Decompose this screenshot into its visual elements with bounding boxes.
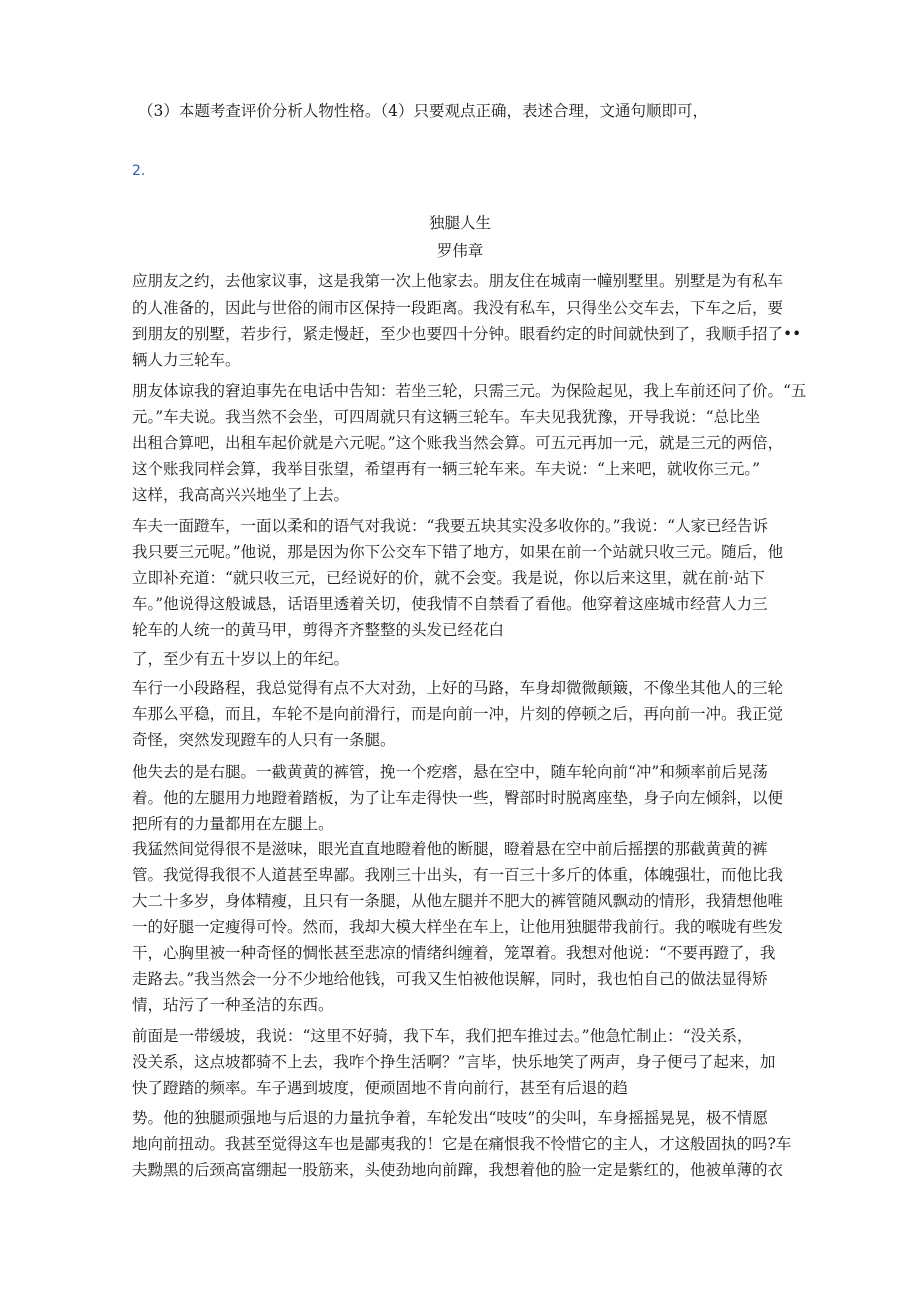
- text-line: 势。他的独腿顽强地与后退的力量抗争着，车轮发出“吱吱”的尖叫，车身摇摇晃晃，极不情愿: [132, 1109, 768, 1127]
- text-line: 到朋友的别墅，若步行，紧走慢赶，至少也要四十分钟。眼看约定的时间就快到了，我顺手招了••: [132, 325, 802, 343]
- text-line: 没关系，这点坡都骑不上去，我咋个挣生活啊？”言毕，快乐地笑了两声，身子便弓了起来，加: [132, 1053, 776, 1071]
- text-line: 车。”他说得这般诚恳，话语里透着关切，使我情不自禁看了看他。他穿着这座城市经营人力三: [132, 595, 768, 613]
- text-line: 我只要三元呢。”他说，那是因为你下公交车下错了地方，如果在前一个站就只收三元。随后，他: [132, 543, 784, 561]
- text-line: 立即补充道：“就只收三元，已经说好的价，就不会变。我是说，你以后来这里，就在前·站下: [132, 569, 765, 587]
- text-line: 元。”车夫说。我当然不会坐，可四周就只有这辆三轮车。车夫见我犹豫，开导我说：“总比坐: [132, 408, 761, 426]
- text-line: 辆人力三轮车。: [132, 351, 241, 369]
- text-line: 快了蹬踏的频率。车子遇到坡度，便顽固地不肯向前行，甚至有后退的趋: [132, 1079, 629, 1097]
- text-line: 朋友体谅我的窘迫事先在电话中告知：若坐三轮，只需三元。为保险起见，我上车前还问了价。“五: [132, 382, 807, 400]
- text-line: 走路去。”我当然会一分不少地给他钱，可我又生怕被他误解，同时，我也怕自己的做法显得矫: [132, 970, 768, 988]
- text-line: 车行一小段路程，我总觉得有点不大对劲，上好的马路，车身却微微颠簸，不像坐其他人的三轮: [132, 679, 784, 697]
- answer-note: （3）本题考查评价分析人物性格。（4）只要观点正确，表述合理，文通句顺即可，: [138, 102, 708, 120]
- text-line: 轮车的人统一的黄马甲，剪得齐齐整整的头发已经花白: [132, 621, 505, 639]
- text-line: 情，玷污了一种圣洁的东西。: [132, 996, 334, 1014]
- text-line: 地向前扭动。我甚至觉得这车也是鄙夷我的！它是在痛恨我不怜惜它的主人，才这般固执的吗?车: [132, 1135, 792, 1153]
- text-line: 管。我觉得我很不人道甚至卑鄙。我刚三十出头，有一百三十多斤的体重，体魄强壮，而他比我: [132, 866, 784, 884]
- text-line: 干，心胸里被一种奇怪的惆怅甚至悲凉的情绪纠缠着，笼罩着。我想对他说：“不要再蹬了，我: [132, 944, 776, 962]
- text-line: 前面是一带缓坡，我说：“这里不好骑，我下车，我们把车推过去。”他急忙制止：“没关系，: [132, 1027, 753, 1045]
- question-number: 2.: [132, 163, 146, 179]
- text-line: 奇怪，突然发现蹬车的人只有一条腿。: [132, 731, 396, 749]
- text-line: 了，至少有五十岁以上的年纪。: [132, 650, 350, 668]
- text-line: 着。他的左腿用力地蹬着踏板，为了让车走得快一些，臀部时时脱离座垫，身子向左倾斜，以便: [132, 789, 784, 807]
- text-line: 这样，我高高兴兴地坐了上去。: [132, 486, 350, 504]
- text-line: 夫黝黑的后颈高富绷起一股筋来，头使劲地向前蹿，我想着他的脸一定是紫红的，他被单薄的衣: [132, 1161, 784, 1179]
- text-line: 这个账我同样会算，我举目张望，希望再有一辆三轮车来。车夫说：“上来吧，就收你三元。”: [132, 460, 761, 478]
- text-line: 一的好腿一定瘦得可怜。然而，我却大模大样坐在车上，让他用独腿带我前行。我的喉咙有些发: [132, 918, 784, 936]
- text-line: 的人准备的，因此与世俗的闹市区保持一段距离。我没有私车，只得坐公交车去，下车之后，要: [132, 299, 784, 317]
- text-line: 把所有的力量都用在左腿上。: [132, 815, 334, 833]
- article-author: 罗伟章: [436, 242, 484, 260]
- text-line: 车夫一面蹬车，一面以柔和的语气对我说：“我要五块其实没多收你的。”我说：“人家已经告诉: [132, 517, 769, 535]
- article-title: 独腿人生: [428, 214, 491, 232]
- text-line: 我猛然间觉得很不是滋味，眼光直直地瞪着他的断腿，瞪着悬在空中前后摇摆的那截黄黄的裤: [132, 840, 768, 858]
- text-line: 车那么平稳，而且，车轮不是向前滑行，而是向前一冲，片刻的停顿之后，再向前一冲。我正觉: [132, 705, 784, 723]
- text-line: 他失去的是右腿。一截黄黄的裤管，挽一个疙瘩，悬在空中，随车轮向前“冲”和频率前后晃荡: [132, 763, 768, 781]
- text-line: 大二十多岁，身体精瘦，且只有一条腿，从他左腿并不肥大的裤管随风飘动的情形，我猜想他唯: [132, 892, 784, 910]
- text-line: 应朋友之约，去他家议事，这是我第一次上他家去。朋友住在城南一幢别墅里。别墅是为有私车: [132, 272, 784, 290]
- text-line: 出租合算吧，出租车起价就是六元呢。”这个账我当然会算。可五元再加一元，就是三元的两倍，: [132, 434, 784, 452]
